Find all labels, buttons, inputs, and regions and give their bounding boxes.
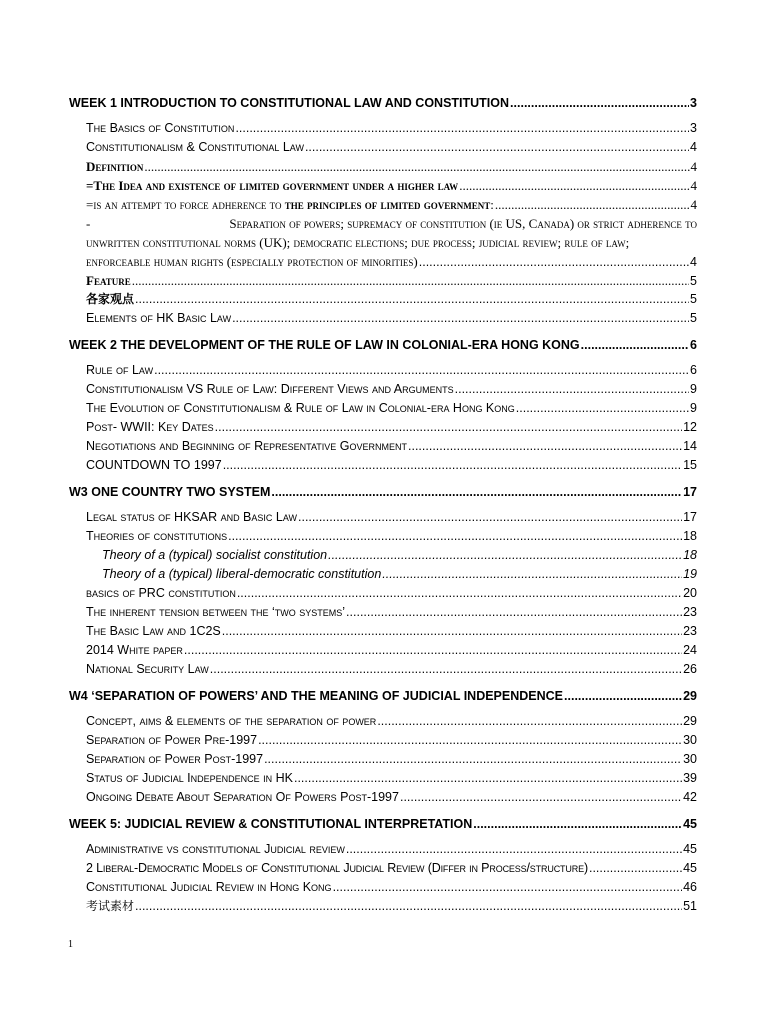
toc-item-label: Status of Judicial Independence in HK xyxy=(86,771,293,785)
toc-leader-dots xyxy=(400,788,682,807)
toc-item[interactable] xyxy=(69,157,697,176)
toc-item[interactable] xyxy=(69,788,697,807)
toc-leader-dots xyxy=(258,731,682,750)
toc-heading-week3[interactable] xyxy=(69,483,697,502)
toc-leader-dots xyxy=(495,195,690,214)
toc-page-number: 18 xyxy=(683,529,697,543)
toc-leader-dots xyxy=(333,878,683,897)
toc-item-label: Concept, aims & elements of the separation of power xyxy=(86,714,377,728)
toc-leader-dots xyxy=(264,750,682,769)
toc-item[interactable] xyxy=(69,437,697,456)
toc-item[interactable] xyxy=(69,603,697,622)
toc-item-label: enforceable human rights (especially protection of minorities) xyxy=(86,254,418,269)
toc-page-number: 45 xyxy=(683,861,697,875)
toc-leader-dots xyxy=(473,815,682,834)
toc-leader-dots xyxy=(455,380,689,399)
toc-item-multiline[interactable] xyxy=(69,214,697,271)
toc-item-label: basics of PRC constitution xyxy=(86,586,236,600)
toc-page-number: 9 xyxy=(690,401,697,415)
toc-item[interactable] xyxy=(69,380,697,399)
toc-item-label: 考试素材 xyxy=(86,899,135,913)
toc-page-number: 42 xyxy=(683,790,697,804)
toc-page-number: 39 xyxy=(683,771,697,785)
toc-leader-dots xyxy=(232,309,689,328)
toc-leader-dots xyxy=(132,271,689,290)
toc-item[interactable] xyxy=(69,456,697,475)
toc-page-number: 15 xyxy=(683,458,697,472)
toc-page-number: 5 xyxy=(690,292,697,306)
toc-leader-dots xyxy=(237,584,682,603)
toc-item-label: 各家观点 xyxy=(86,292,135,306)
toc-item-label-bold: the principles of limited government xyxy=(284,197,491,212)
toc-leader-dots xyxy=(516,399,689,418)
toc-heading-label: W4 ‘SEPARATION OF POWERS’ AND THE MEANING OF JUDICIAL INDEPENDENCE xyxy=(69,689,564,703)
toc-page-number: 4 xyxy=(690,197,697,212)
toc-item-label: Administrative vs constitutional Judicial review xyxy=(86,842,345,856)
toc-heading-label: WEEK 2 THE DEVELOPMENT OF THE RULE OF LAW IN COLONIAL-ERA HONG KONG xyxy=(69,338,580,352)
toc-leader-dots xyxy=(589,859,682,878)
toc-heading-label: WEEK 1 INTRODUCTION TO CONSTITUTIONAL LAW AND CONSTITUTION xyxy=(69,96,510,110)
toc-item-label-tail: : xyxy=(490,197,494,212)
toc-item-label: Elements of HK Basic Law xyxy=(86,311,232,325)
toc-leader-dots xyxy=(581,336,689,355)
toc-item[interactable] xyxy=(69,119,697,138)
toc-leader-dots xyxy=(271,483,682,502)
toc-item-label: Separation of Power Pre-1997 xyxy=(86,733,258,747)
toc-leader-dots xyxy=(215,418,682,437)
toc-page-number: 19 xyxy=(683,567,697,581)
toc-item[interactable] xyxy=(69,622,697,641)
toc-item-label: Constitutionalism VS Rule of Law: Different Views and Arguments xyxy=(86,382,454,396)
toc-item[interactable] xyxy=(69,878,697,897)
toc-leader-dots xyxy=(305,138,689,157)
toc-item[interactable] xyxy=(69,271,697,290)
toc-item-label: 2014 White paper xyxy=(86,643,183,657)
toc-item-line xyxy=(86,252,697,271)
toc-item-label: Separation of Power Post-1997 xyxy=(86,752,264,766)
toc-item[interactable] xyxy=(69,897,697,916)
toc-item-label: Post- WWII: Key Dates xyxy=(86,420,214,434)
toc-leader-dots xyxy=(154,361,689,380)
toc-leader-dots xyxy=(135,897,682,916)
toc-item-label xyxy=(86,195,494,214)
toc-heading-week2[interactable] xyxy=(69,336,697,355)
toc-item-label: Constitutional Judicial Review in Hong Kong xyxy=(86,880,332,894)
toc-page-number: 3 xyxy=(690,121,697,135)
toc-item-label-part: =is an attempt to force adherence to xyxy=(86,197,285,212)
toc-page-number: 20 xyxy=(683,586,697,600)
toc-page-number: 5 xyxy=(690,311,697,325)
toc-page-number: 3 xyxy=(690,96,697,110)
toc-item[interactable] xyxy=(69,176,697,195)
toc-page-number: 17 xyxy=(683,510,697,524)
toc-page-number: 29 xyxy=(683,714,697,728)
toc-page-number: 6 xyxy=(690,363,697,377)
toc-leader-dots xyxy=(223,456,682,475)
toc-item-label: The Evolution of Constitutionalism & Rule of Law in Colonial-era Hong Kong xyxy=(86,401,515,415)
toc-item-label: Theory of a (typical) liberal-democratic constitution xyxy=(102,567,382,581)
toc-item-label: Theory of a (typical) socialist constitution xyxy=(102,548,328,562)
toc-item[interactable] xyxy=(69,641,697,660)
toc-item-label: The inherent tension between the ‘two systems’ xyxy=(86,605,346,619)
toc-leader-dots xyxy=(294,769,682,788)
toc-leader-dots xyxy=(184,641,682,660)
toc-page-number: 6 xyxy=(690,338,697,352)
toc-heading-week4[interactable] xyxy=(69,687,697,706)
toc-item[interactable] xyxy=(69,195,697,214)
toc-item-label: Constitutionalism & Constitutional Law xyxy=(86,140,304,154)
toc-page-number: 45 xyxy=(683,817,697,831)
toc-item-line: unwritten constitutional norms (UK); democratic elections; due process; judicial review; rule of law; xyxy=(86,235,630,250)
toc-leader-dots xyxy=(228,527,682,546)
toc-item[interactable] xyxy=(69,769,697,788)
toc-heading-label: WEEK 5: JUDICIAL REVIEW & CONSTITUTIONAL INTERPRETATION xyxy=(69,817,473,831)
toc-item[interactable] xyxy=(69,859,697,878)
toc-page-number: 14 xyxy=(683,439,697,453)
toc-leader-dots xyxy=(382,565,682,584)
toc-item[interactable] xyxy=(69,290,697,309)
toc-page-number: 46 xyxy=(683,880,697,894)
toc-leader-dots xyxy=(346,840,682,859)
toc-subitem[interactable] xyxy=(69,546,697,565)
toc-leader-dots xyxy=(459,176,689,195)
toc-leader-dots xyxy=(510,94,689,113)
toc-item[interactable] xyxy=(69,527,697,546)
toc-leader-dots xyxy=(210,660,682,679)
toc-item-label: Feature xyxy=(86,273,131,288)
toc-item-label: Rule of Law xyxy=(86,363,154,377)
toc-leader-dots xyxy=(222,622,682,641)
toc-leader-dots xyxy=(144,157,689,176)
toc-item-label: 2 Liberal-Democratic Models of Constitutional Judicial Review (Differ in Process/structure) xyxy=(86,861,588,875)
toc-page-number: 24 xyxy=(683,643,697,657)
toc-item-label: Negotiations and Beginning of Representative Government xyxy=(86,439,408,453)
toc-item[interactable] xyxy=(69,508,697,527)
toc-page-number: 9 xyxy=(690,382,697,396)
toc-item-label: =The Idea and existence of limited government under a higher law xyxy=(86,178,459,193)
toc-item-label: National Security Law xyxy=(86,662,209,676)
toc-page-number: 4 xyxy=(690,178,697,193)
toc-item-label: COUNTDOWN TO 1997 xyxy=(86,458,222,472)
toc-item[interactable] xyxy=(69,138,697,157)
toc-heading-week1[interactable] xyxy=(69,94,697,113)
toc-page-number: 4 xyxy=(690,159,697,174)
toc-page-number: 30 xyxy=(683,752,697,766)
toc-item[interactable] xyxy=(69,840,697,859)
toc-leader-dots xyxy=(135,290,689,309)
toc-page-number: 23 xyxy=(683,605,697,619)
toc-item[interactable] xyxy=(69,361,697,380)
toc-item[interactable] xyxy=(69,418,697,437)
bullet-dash: - xyxy=(86,216,91,231)
toc-subitem[interactable] xyxy=(69,565,697,584)
toc-item[interactable] xyxy=(69,584,697,603)
toc-page-number: 12 xyxy=(683,420,697,434)
toc-page-number: 45 xyxy=(683,842,697,856)
toc-page-number: 17 xyxy=(683,485,697,499)
toc-page-number: 18 xyxy=(683,548,697,562)
toc-leader-dots xyxy=(564,687,682,706)
toc-item[interactable] xyxy=(69,712,697,731)
toc-leader-dots xyxy=(328,546,682,565)
toc-item[interactable] xyxy=(69,731,697,750)
page-number-footer: 1 xyxy=(68,939,73,950)
toc-page-number: 5 xyxy=(690,274,697,288)
toc-leader-dots xyxy=(408,437,682,456)
toc-leader-dots xyxy=(377,712,682,731)
toc-item[interactable] xyxy=(69,309,697,328)
toc-item[interactable] xyxy=(69,399,697,418)
toc-page-number: 23 xyxy=(683,624,697,638)
toc-item-label: Theories of constitutions xyxy=(86,529,228,543)
toc-item-label: The Basics of Constitution xyxy=(86,121,235,135)
toc-item-line-text: Separation of powers; supremacy of constitution (ie US, Canada) or strict adherence to xyxy=(229,216,697,231)
toc-heading-label: W3 ONE COUNTRY TWO SYSTEM xyxy=(69,485,271,499)
toc-item[interactable] xyxy=(69,660,697,679)
toc-item-label: Legal status of HKSAR and Basic Law xyxy=(86,510,297,524)
toc-page-number: 26 xyxy=(683,662,697,676)
toc-leader-dots xyxy=(298,508,682,527)
toc-item-label: Definition xyxy=(86,159,144,174)
toc-page-number: 4 xyxy=(690,255,697,269)
toc-heading-week5[interactable] xyxy=(69,815,697,834)
toc-page-number: 51 xyxy=(683,899,697,913)
toc-leader-dots xyxy=(419,253,689,272)
toc-item-label: Ongoing Debate About Separation Of Powers Post-1997 xyxy=(86,790,399,804)
toc-item[interactable] xyxy=(69,750,697,769)
toc-leader-dots xyxy=(346,603,682,622)
toc-page-number: 4 xyxy=(690,140,697,154)
toc-item-label: The Basic Law and 1C2S xyxy=(86,624,221,638)
table-of-contents xyxy=(69,94,697,916)
toc-page-number: 30 xyxy=(683,733,697,747)
toc-item-line xyxy=(86,214,697,233)
toc-page-number: 29 xyxy=(683,689,697,703)
toc-leader-dots xyxy=(235,119,689,138)
